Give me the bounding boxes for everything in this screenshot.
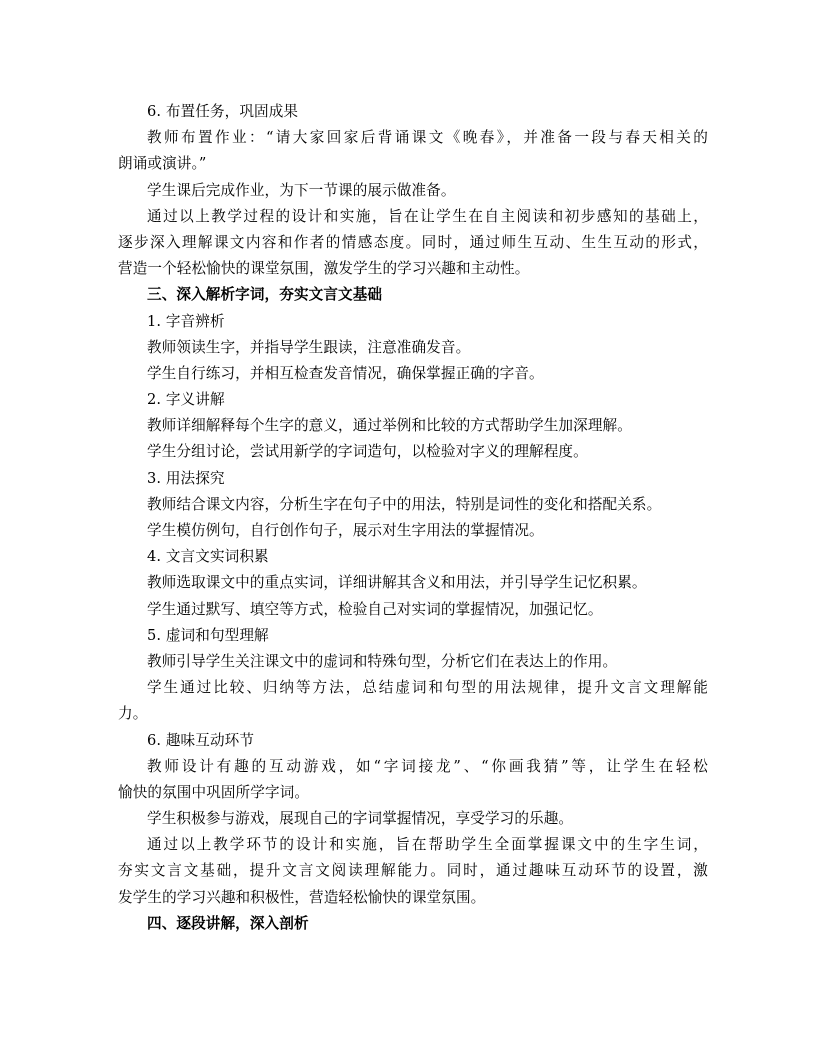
text-line: 4. 文言文实词积累	[147, 548, 269, 566]
text-line: 学生通过比较、归纳等方法，总结虚词和句型的用法规律，提升文言文理解能	[147, 679, 708, 697]
text-line: 1. 字音辨析	[147, 312, 225, 330]
text-line: 教师引导学生关注课文中的虚词和特殊句型，分析它们在表达上的作用。	[147, 652, 618, 670]
text-line: 发学生的学习兴趣和积极性，营造轻松愉快的课堂氛围。	[118, 888, 486, 906]
text-line: 2. 字义讲解	[147, 391, 225, 409]
text-line: 学生分组讨论，尝试用新学的字词造句，以检验对字义的理解程度。	[147, 443, 588, 461]
text-line: 3. 用法探究	[147, 469, 225, 487]
text-line: 通过以上教学环节的设计和实施，旨在帮助学生全面掌握课文中的生字生词，	[147, 836, 708, 854]
document-body	[118, 99, 708, 937]
text-line: 教师选取课文中的重点实词，详细讲解其含义和用法，并引导学生记忆积累。	[147, 574, 647, 592]
text-line: 愉快的氛围中巩固所学字词。	[118, 783, 310, 801]
text-line: 6. 布置任务，巩固成果	[147, 103, 299, 120]
text-line: 学生通过默写、填空等方式，检验自己对实词的掌握情况，加强记忆。	[147, 600, 603, 618]
text-line: 通过以上教学过程的设计和实施，旨在让学生在自主阅读和初步感知的基础上，	[147, 207, 708, 225]
text-line: 教师结合课文内容，分析生字在句子中的用法，特别是词性的变化和搭配关系。	[147, 495, 662, 513]
text-line: 逐步深入理解课文内容和作者的情感态度。同时，通过师生互动、生生互动的形式，	[118, 233, 708, 251]
section-heading: 三、深入解析字词，夯实文言文基础	[147, 286, 383, 304]
text-line: 学生积极参与游戏，展现自己的字词掌握情况，享受学习的乐趣。	[147, 810, 574, 828]
text-line: 6. 趣味互动环节	[147, 731, 255, 749]
text-line: 学生课后完成作业，为下一节课的展示做准备。	[147, 181, 456, 199]
text-line: 朗诵或演讲。”	[118, 155, 207, 173]
text-line: 教师领读生字，并指导学生跟读，注意准确发音。	[147, 338, 471, 356]
text-line: 教师布置作业：“请大家回家后背诵课文《晚春》，并准备一段与春天相关的	[147, 129, 708, 147]
text-line: 夯实文言文基础，提升文言文阅读理解能力。同时，通过趣味互动环节的设置，激	[118, 862, 708, 880]
text-line: 力。	[118, 705, 148, 723]
text-line: 5. 虚词和句型理解	[147, 626, 269, 644]
text-line: 教师设计有趣的互动游戏，如“字词接龙”、“你画我猜”等，让学生在轻松	[147, 757, 708, 775]
text-line: 学生模仿例句，自行创作句子，展示对生字用法的掌握情况。	[147, 522, 544, 539]
section-heading: 四、逐段讲解，深入剖析	[147, 914, 309, 932]
text-line: 学生自行练习，并相互检查发音情况，确保掌握正确的字音。	[147, 364, 544, 382]
text-line: 教师详细解释每个生字的意义，通过举例和比较的方式帮助学生加深理解。	[147, 417, 632, 435]
text-line: 营造一个轻松愉快的课堂氛围，激发学生的学习兴趣和主动性。	[118, 260, 530, 278]
